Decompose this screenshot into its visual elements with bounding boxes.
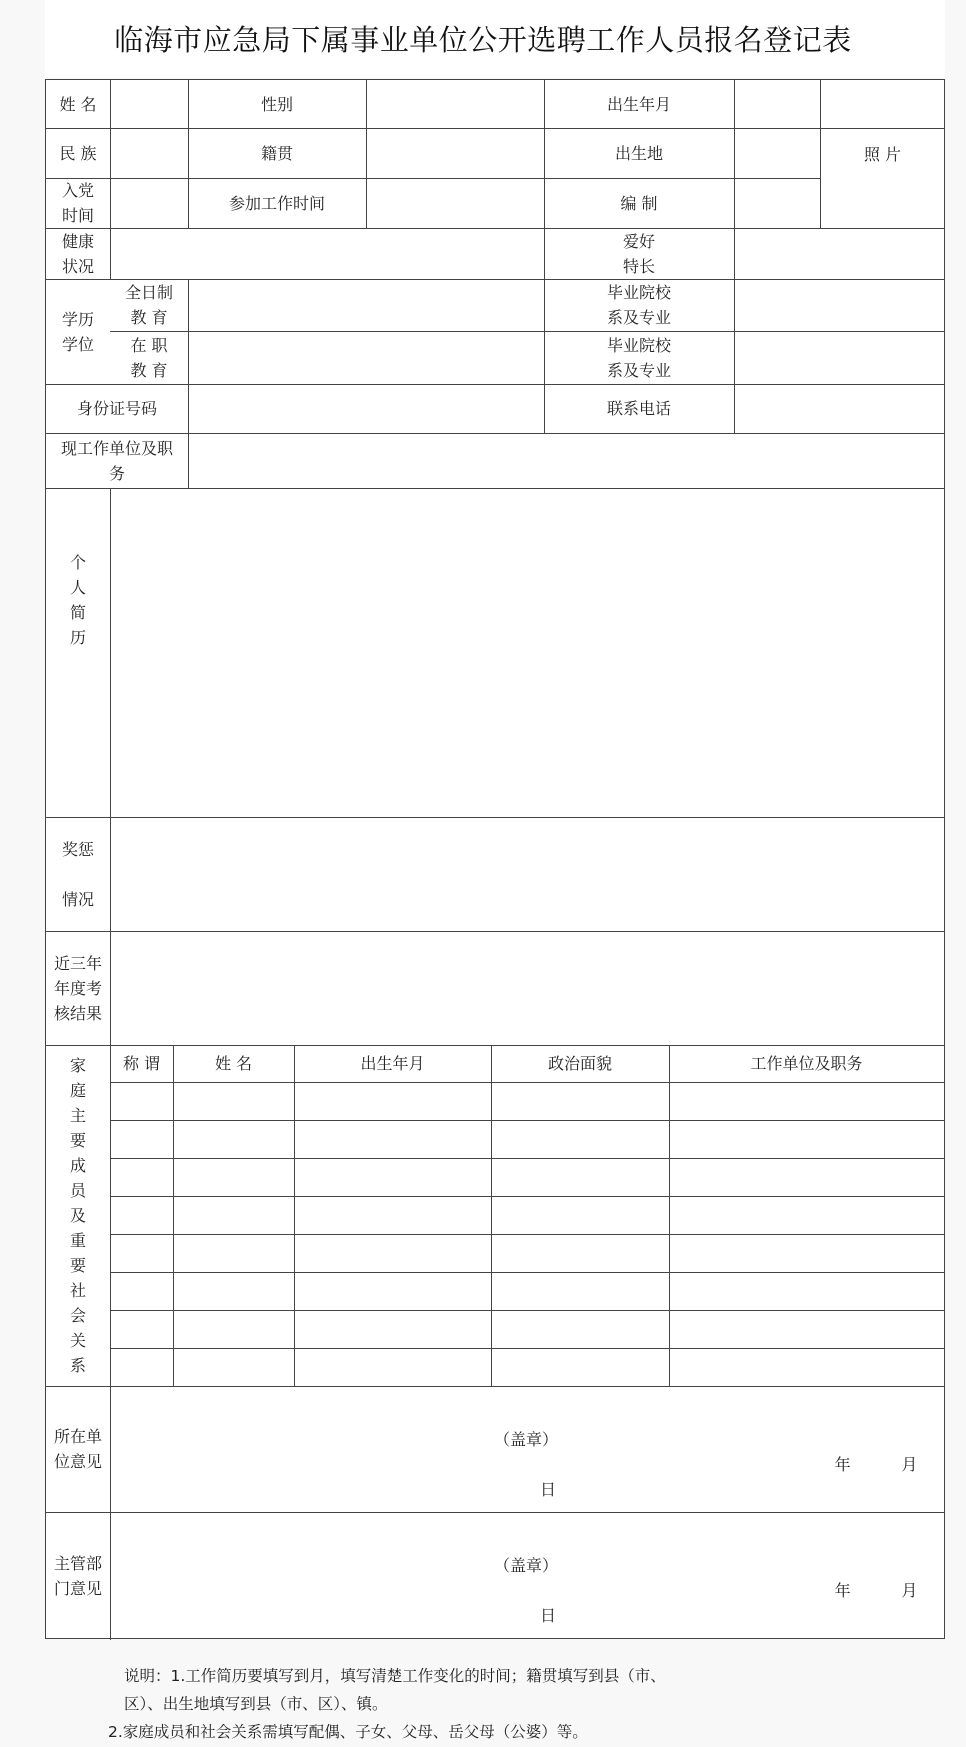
note-line-3: 2.家庭成员和社会关系需填写配偶、子女、父母、岳父母（公婆）等。 xyxy=(108,1723,588,1741)
input-hobbies[interactable] xyxy=(735,228,944,279)
input-resume[interactable] xyxy=(111,488,944,817)
input-graduate-school-inservice[interactable] xyxy=(735,331,944,384)
family-col-line xyxy=(173,1045,174,1386)
input-party-time[interactable] xyxy=(111,178,188,228)
label-work-start: 参加工作时间 xyxy=(228,193,325,213)
input-work-start[interactable] xyxy=(367,178,544,228)
label-party-time: 入党 时间 xyxy=(61,181,94,225)
family-row-line xyxy=(110,1082,944,1083)
dept-date-day: 日 xyxy=(539,1606,556,1625)
family-header-birth-month: 出生年月 xyxy=(360,1054,425,1073)
label-hobbies: 爱好 特长 xyxy=(622,231,655,276)
dept-date-year-month: 年 月 xyxy=(834,1581,918,1600)
input-fulltime-degree[interactable] xyxy=(189,279,544,331)
label-health: 健康 状况 xyxy=(61,231,94,276)
family-header-workplace: 工作单位及职务 xyxy=(750,1054,863,1073)
input-id-number[interactable] xyxy=(189,384,544,433)
label-dept-opinion: 主管部 门意见 xyxy=(53,1554,102,1598)
page-title: 临海市应急局下属事业单位公开选聘工作人员报名登记表 xyxy=(114,23,852,57)
input-name[interactable] xyxy=(111,80,188,128)
label-unit-opinion: 所在单 位意见 xyxy=(53,1427,102,1471)
family-header-name: 姓 名 xyxy=(214,1054,253,1073)
family-row-line xyxy=(110,1234,944,1235)
family-row-line xyxy=(110,1348,944,1349)
label-phone: 联系电话 xyxy=(606,399,671,418)
family-row-line xyxy=(110,1196,944,1197)
registration-table xyxy=(45,79,945,1639)
input-inservice-degree[interactable] xyxy=(189,331,544,384)
label-family: 家 庭 主 要 成 员 及 重 要 社 会 关 系 xyxy=(69,1056,86,1375)
family-row-line xyxy=(110,1272,944,1273)
label-birth-month: 出生年月 xyxy=(606,94,671,114)
input-birth-month[interactable] xyxy=(735,80,820,128)
input-ethnicity[interactable] xyxy=(111,128,188,178)
label-fulltime-education: 全日制 教 育 xyxy=(124,283,173,327)
input-gender[interactable] xyxy=(367,80,544,128)
label-native-place: 籍贯 xyxy=(260,143,293,163)
label-appraisal: 近三年 年度考 核结果 xyxy=(53,953,102,1023)
input-native-place[interactable] xyxy=(367,128,544,178)
label-education: 学历 学位 xyxy=(61,309,94,354)
unit-seal-text: （盖章） xyxy=(493,1430,558,1449)
label-name: 姓 名 xyxy=(59,94,97,114)
family-row-line xyxy=(110,1120,944,1121)
note-line-2: 区）、出生地填写到县（市、区）、镇。 xyxy=(124,1695,388,1713)
dept-seal-text: （盖章） xyxy=(493,1556,558,1575)
family-col-line xyxy=(294,1045,295,1386)
family-row-line xyxy=(110,1310,944,1311)
family-row-line xyxy=(110,1158,944,1159)
input-rewards[interactable] xyxy=(111,817,944,931)
label-inservice-education: 在 职 教 育 xyxy=(130,335,168,380)
family-header-relation: 称 谓 xyxy=(122,1054,161,1073)
family-col-line xyxy=(669,1045,670,1386)
label-ethnicity: 民 族 xyxy=(59,143,97,163)
unit-date-day: 日 xyxy=(539,1480,556,1499)
label-graduate-school-inservice: 毕业院校 系及专业 xyxy=(606,335,671,380)
input-phone[interactable] xyxy=(735,384,944,433)
label-birthplace: 出生地 xyxy=(614,143,663,163)
family-col-line xyxy=(491,1045,492,1386)
input-graduate-school-fulltime[interactable] xyxy=(735,279,944,331)
label-graduate-school-fulltime: 毕业院校 系及专业 xyxy=(606,283,671,327)
label-rewards: 奖惩 情况 xyxy=(61,839,94,909)
family-header-political-status: 政治面貌 xyxy=(547,1054,612,1073)
input-health[interactable] xyxy=(111,228,544,279)
input-appraisal[interactable] xyxy=(111,931,944,1045)
note-line-1: 说明：1.工作简历要填写到月，填写清楚工作变化的时间；籍贯填写到县（市、 xyxy=(124,1667,666,1685)
input-birthplace[interactable] xyxy=(735,128,820,178)
input-current-job[interactable] xyxy=(189,433,944,488)
unit-date-year-month: 年 月 xyxy=(834,1455,918,1474)
label-current-job: 现工作单位及职 务 xyxy=(60,438,173,483)
label-resume: 个 人 简 历 xyxy=(69,552,86,647)
label-staffing: 编 制 xyxy=(620,193,658,213)
input-staffing[interactable] xyxy=(735,178,820,228)
photo-box[interactable]: 照 片 xyxy=(863,144,902,164)
label-id-number: 身份证号码 xyxy=(76,399,157,418)
label-gender: 性别 xyxy=(260,94,293,114)
